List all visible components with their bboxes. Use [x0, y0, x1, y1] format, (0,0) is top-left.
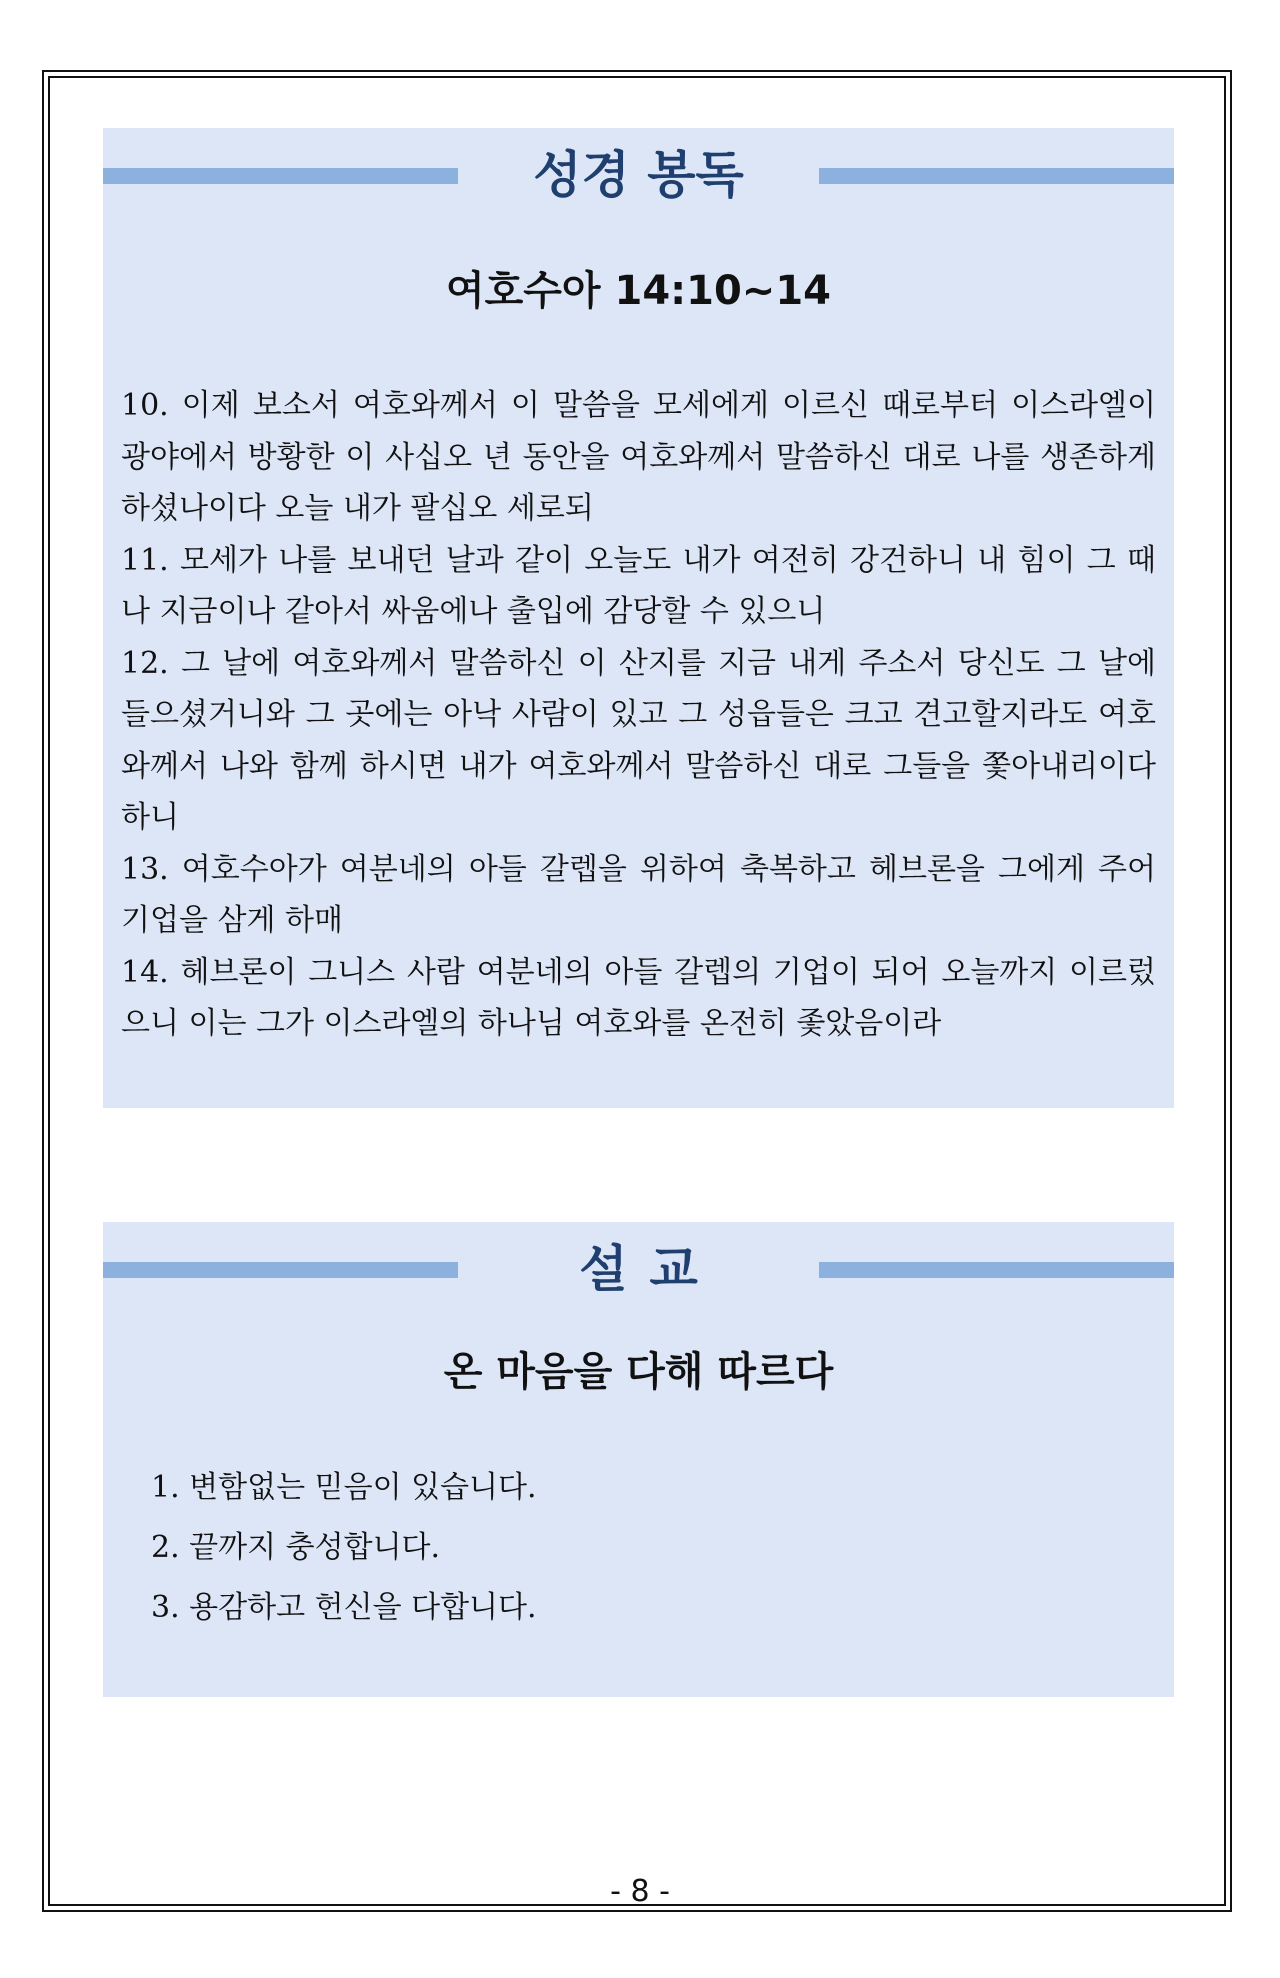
sermon-heading: 설교: [579, 1240, 720, 1298]
verse-12: 12. 그 날에 여호와께서 말씀하신 이 산지를 지금 내게 주소서 당신도 그 날에 들으셨거니와 그 곳에는 아낙 사람이 있고 그 성읍들은 크고 견고할지라도 여호와께서 나와 함께 하시면 내가 여호와께서 말씀하신 대로 그들을 쫓아내리이다 하니: [121, 645, 1156, 835]
scripture-reading-heading: 성경 봉독: [533, 146, 744, 204]
page-number: - 8 -: [610, 1874, 670, 1909]
sermon-point-2: 2. 끝까지 충성합니다.: [151, 1530, 441, 1565]
verse-11: 11. 모세가 나를 보내던 날과 같이 오늘도 내가 여전히 강건하니 내 힘이 그 때나 지금이나 같아서 싸움에나 출입에 감당할 수 있으니: [121, 542, 1156, 629]
verse-13: 13. 여호수아가 여분네의 아들 갈렙을 위하여 축복하고 헤브론을 그에게 주어 기업을 삼게 하매: [121, 851, 1156, 938]
verse-list: [121, 380, 1156, 1050]
scripture-reference: 여호수아 14:10~14: [446, 268, 831, 314]
sermon-subtitle: 온 마음을 다해 따르다: [443, 1349, 834, 1395]
sermon-section: [103, 1222, 1174, 1697]
verse-14: 14. 헤브론이 그니스 사람 여분네의 아들 갈렙의 기업이 되어 오늘까지 이르렀으니 이는 그가 이스라엘의 하나님 여호와를 온전히 좇았음이라: [121, 954, 1156, 1041]
sermon-points-list: [151, 1458, 1134, 1638]
verse-10: 10. 이제 보소서 여호와께서 이 말씀을 모세에게 이르신 때로부터 이스라엘이 광야에서 방황한 이 사십오 년 동안을 여호와께서 말씀하신 대로 나를 생존하게 하셨나이다 오늘 내가 팔십오 세로되: [121, 388, 1156, 526]
scripture-reading-section: [103, 128, 1174, 1108]
sermon-point-3: 3. 용감하고 헌신을 다합니다.: [151, 1590, 537, 1625]
sermon-point-1: 1. 변함없는 믿음이 있습니다.: [151, 1470, 537, 1505]
